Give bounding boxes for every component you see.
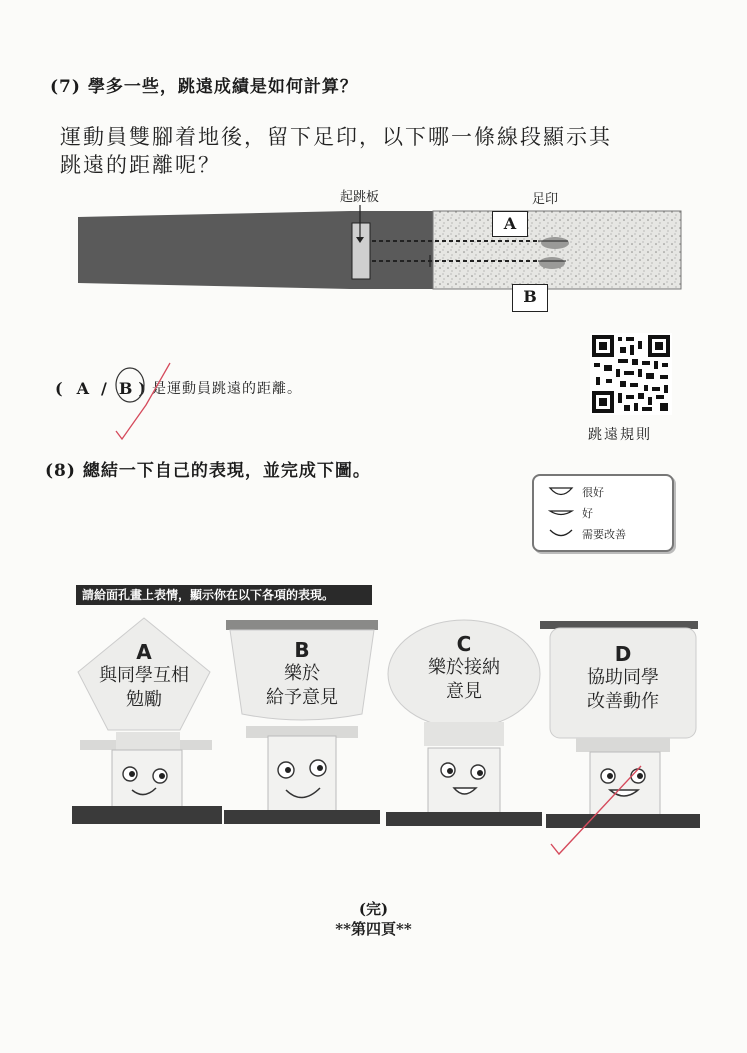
red-tick-mark [545,760,655,860]
line-a-label: A [492,211,528,237]
end-mark: (完) [358,900,389,918]
answer-close-paren: ) [138,378,146,398]
footprint-2 [539,257,565,269]
answer-slash: / [101,378,107,398]
card-b-line1: 樂於 [284,663,320,684]
answer-option-b[interactable]: B [118,378,133,398]
legend-label-good: 好 [582,507,593,520]
answer-open-paren: ( [55,378,63,398]
handwritten-marks [110,355,190,445]
legend-row-very-good [548,484,604,500]
face-legend [532,474,674,552]
question-7-body-line1: 運動員雙腳着地後，留下足印，以下哪一條線段顯示其 [60,125,612,149]
instruction-banner: 請給面孔畫上表情，顯示你在以下各項的表現。 [76,585,372,605]
smile-icon [548,506,574,520]
card-c-letter: C [456,632,472,656]
board-label: 起跳板 [340,190,380,205]
card-b-line2: 給予意見 [266,687,338,708]
card-c-line1: 樂於接納 [428,657,500,678]
answer-option-a[interactable]: A [76,378,89,398]
card-a-line1: 與同學互相 [99,665,189,686]
smile-deep-icon [548,485,574,499]
runway [78,211,433,289]
card-b-label [222,638,382,710]
card-d-label [546,642,700,714]
long-jump-diagram [70,185,690,315]
card-a-letter: A [136,640,152,664]
card-b-letter: B [294,638,310,662]
footprint-label: 足印 [532,192,559,207]
card-d-line1: 協助同學 [587,667,659,688]
sand-pit [433,211,681,289]
card-d-line2: 改善動作 [587,691,659,712]
card-a-label [72,640,216,712]
line-b-label: B [512,284,548,312]
legend-row-good [548,505,593,521]
qr-caption: 跳遠規則 [588,427,652,443]
card-c-label [384,632,544,704]
answer-suffix: 是運動員跳遠的距離。 [151,381,302,397]
card-a-line2: 勉勵 [126,689,162,710]
question-7-body-line2: 跳遠的距離呢？ [60,153,221,177]
question-7-title: (7) 學多一些，跳遠成績是如何計算？ [50,77,358,97]
legend-label-improve: 需要改善 [582,528,626,541]
card-d-letter: D [614,642,632,666]
neutral-smile-icon [548,527,574,541]
take-off-board [352,223,370,279]
footprint-1 [541,237,569,249]
card-c-line2: 意見 [446,681,482,702]
page-number: **第四頁** [335,920,412,938]
legend-row-improve [548,526,626,542]
legend-label-very-good: 很好 [582,486,604,499]
qr-code[interactable] [590,333,672,415]
question-8-title: (8) 總結一下自己的表現，並完成下圖。 [45,461,371,481]
